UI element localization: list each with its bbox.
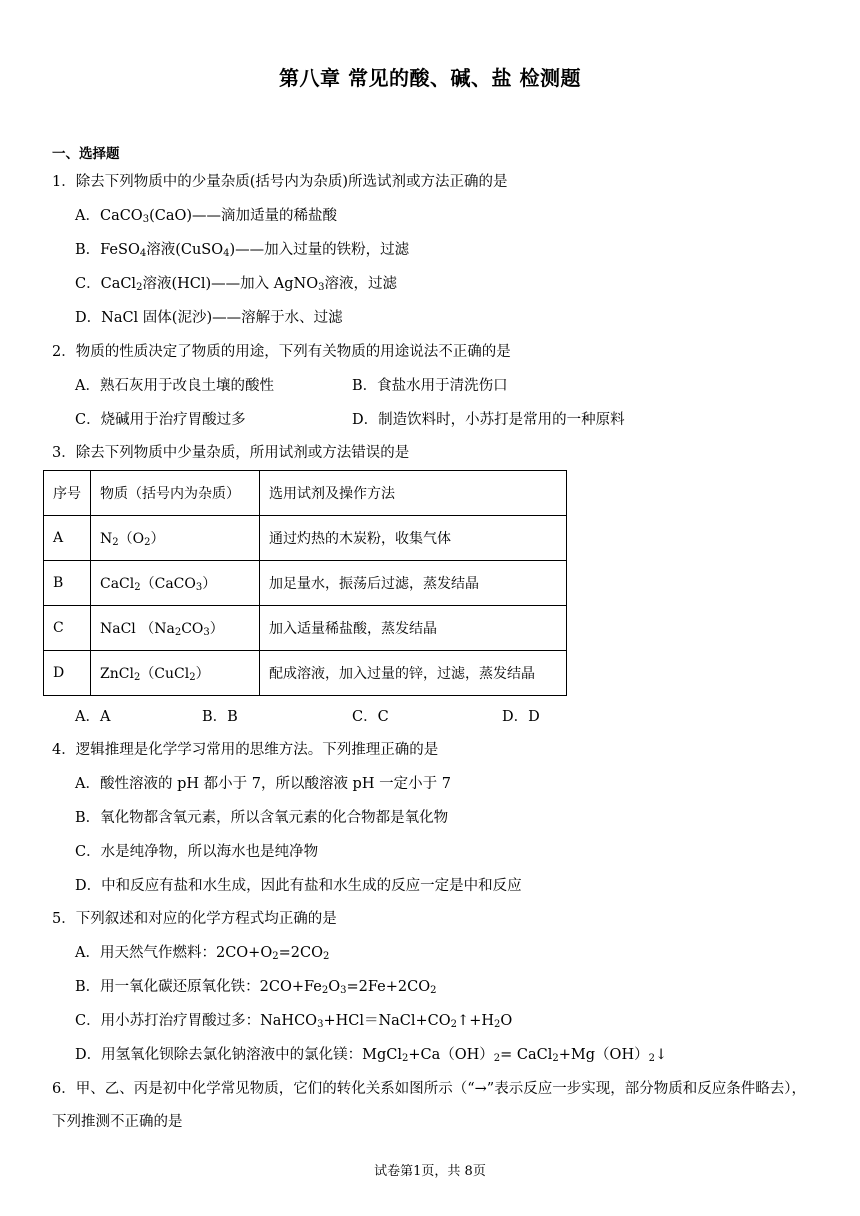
- table-cell-method: 通过灼热的木炭粉，收集气体: [260, 516, 567, 561]
- question-2-option-a: A．熟石灰用于改良土壤的酸性: [75, 378, 274, 394]
- question-3-table: [43, 470, 567, 696]
- table-header-row: [44, 471, 567, 516]
- table-cell-id: D: [44, 651, 91, 696]
- page-title: 第八章 常见的酸、碱、盐 检测题: [279, 66, 581, 90]
- question-3-stem: 3．除去下列物质中少量杂质，所用试剂或方法错误的是: [52, 445, 410, 461]
- question-6-stem: 6．甲、乙、丙是初中化学常见物质，它们的转化关系如图所示（“→”表示反应一步实现，部分物质和反应条件略去），下列推测不正确的是: [52, 1081, 806, 1130]
- table-cell-method: 加入适量稀盐酸，蒸发结晶: [260, 606, 567, 651]
- question-5-option-c: C．用小苏打治疗胃酸过多：$NaHCO_3+HCl=NaCl+CO_2↑+H_2O$: [75, 1013, 513, 1030]
- question-5-option-d: D．用氢氧化钡除去氯化钠溶液中的氯化镁：$MgCl_2+Ca(OH)_2=$ $CaCl_2+Mg(OH)_2↓$: [75, 1047, 668, 1064]
- table-header-cell: 物质（括号内为杂质）: [91, 471, 260, 516]
- table-cell-method: 加足量水，振荡后过滤，蒸发结晶: [260, 561, 567, 606]
- question-5-option-a: A．用天然气作燃料：$2CO+O_2=2CO_2$: [75, 945, 330, 962]
- question-3-option-b: B．B: [202, 709, 238, 725]
- question-4-option-b: B．氧化物都含氧元素，所以含氧元素的化合物都是氧化物: [75, 810, 449, 826]
- table-cell-substance: CaCl$_2$（CaCO$_3$）: [91, 561, 260, 606]
- question-2-option-b: B．食盐水用于清洗伤口: [352, 378, 508, 394]
- table-cell-substance: NaCl $(Na_2CO_3)$: [91, 606, 260, 651]
- table-cell-substance: $N_2(O_2)$: [91, 516, 260, 561]
- question-2-option-d: D．制造饮料时，小苏打是常用的一种原料: [352, 412, 625, 428]
- table-cell-substance: ZnCl$_2$（CuCl$_2$）: [91, 651, 260, 696]
- question-4-option-c: C．水是纯净物，所以海水也是纯净物: [75, 844, 319, 860]
- question-1-option-d: D．NaCl 固体(泥沙)——溶解于水、过滤: [75, 310, 343, 326]
- question-1-option-c: C．CaCl$_2$溶液(HCl)——加入 AgNO$_3$溶液，过滤: [75, 276, 397, 293]
- table-header-cell: 序号: [44, 471, 91, 516]
- table-row: [44, 516, 567, 561]
- question-4-option-d: D．中和反应有盐和水生成，因此有盐和水生成的反应一定是中和反应: [75, 878, 522, 894]
- question-1-option-a: A．CaCO$_3$(CaO)——滴加适量的稀盐酸: [75, 208, 338, 225]
- table-cell-method: 配成溶液，加入过量的锌，过滤，蒸发结晶: [260, 651, 567, 696]
- question-5-option-b: B．用一氧化碳还原氧化铁：$2CO+Fe_2O_3=2Fe+2CO_2$: [75, 979, 437, 996]
- table-cell-id: C: [44, 606, 91, 651]
- table-cell-id: A: [44, 516, 91, 561]
- question-4-stem: 4．逻辑推理是化学学习常用的思维方法。下列推理正确的是: [52, 742, 439, 758]
- question-3-option-c: C．C: [352, 709, 389, 725]
- table-row: [44, 651, 567, 696]
- table-cell-id: B: [44, 561, 91, 606]
- question-4-option-a: A．酸性溶液的 pH 都小于 7，所以酸溶液 pH 一定小于 7: [75, 776, 451, 792]
- question-2-stem: 2．物质的性质决定了物质的用途，下列有关物质的用途说法不正确的是: [52, 344, 511, 360]
- page-footer: 试卷第1页，共 8页: [374, 1164, 486, 1179]
- table-row: [44, 606, 567, 651]
- question-5-stem: 5．下列叙述和对应的化学方程式均正确的是: [52, 911, 337, 927]
- question-3-option-a: A．A: [75, 709, 111, 725]
- question-3-option-d: D．D: [502, 709, 540, 725]
- question-1-stem: 1．除去下列物质中的少量杂质(括号内为杂质)所选试剂或方法正确的是: [52, 174, 508, 190]
- question-1-option-b: B．FeSO$_4$溶液(CuSO$_4$)——加入过量的铁粉，过滤: [75, 242, 410, 259]
- table-header-cell: 选用试剂及操作方法: [260, 471, 567, 516]
- section-heading: 一、选择题: [52, 146, 120, 162]
- table-row: [44, 561, 567, 606]
- question-2-option-c: C．烧碱用于治疗胃酸过多: [75, 412, 246, 428]
